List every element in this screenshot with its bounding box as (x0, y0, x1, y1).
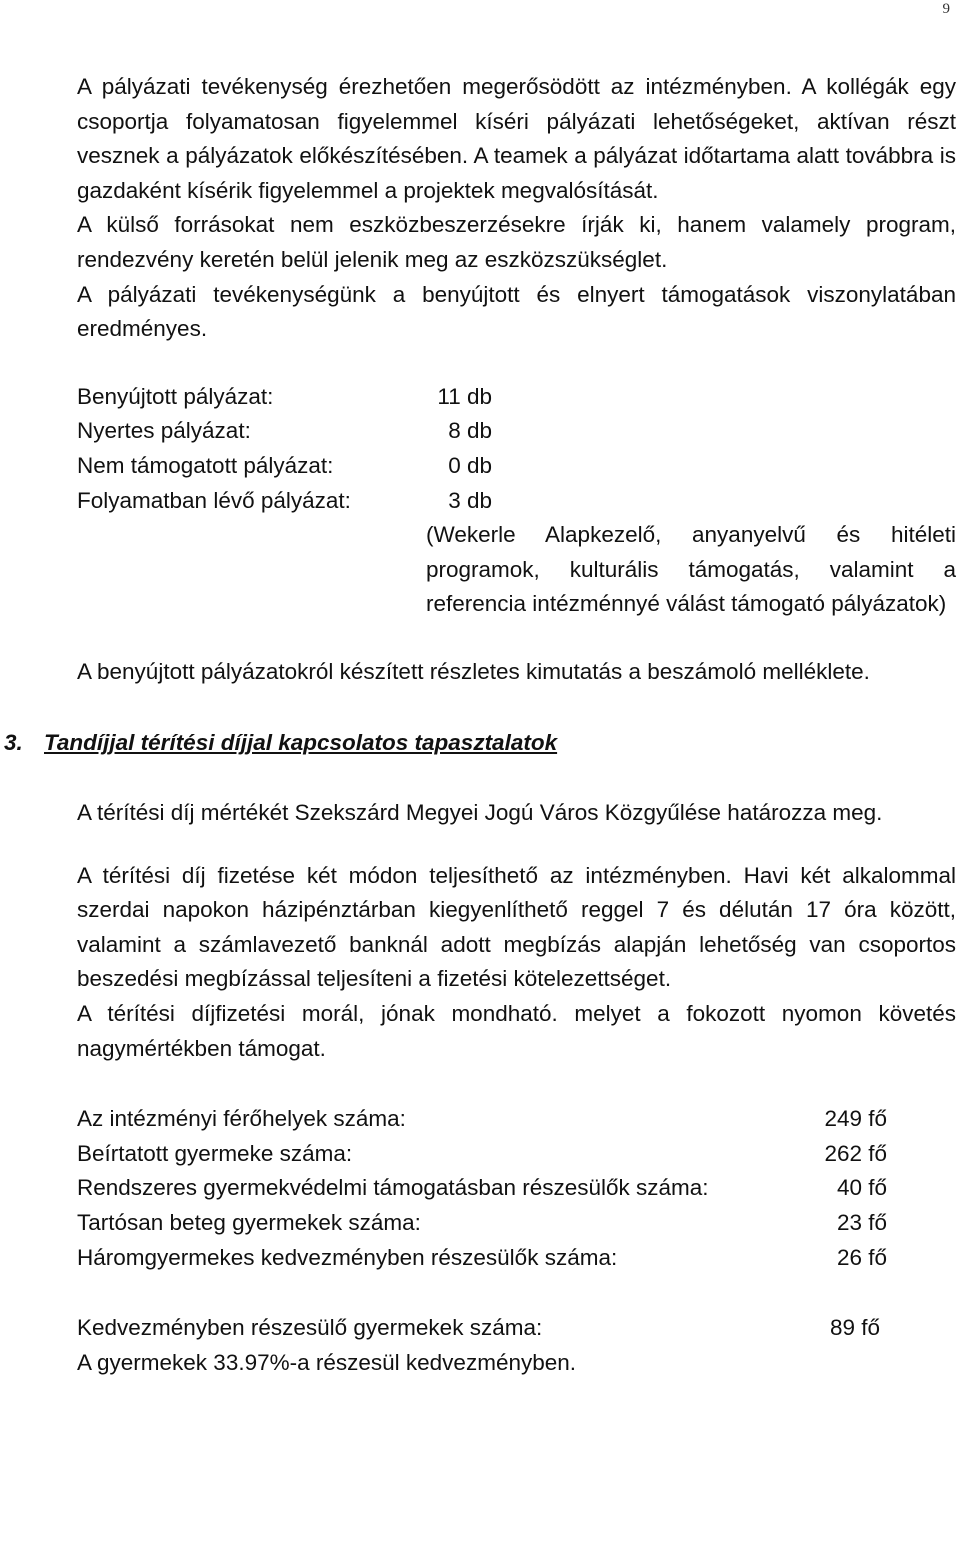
section-title: Tandíjjal térítési díjjal kapcsolatos tapasztalatok (44, 729, 558, 755)
discount-total-label: Kedvezményben részesülő gyermekek száma: (77, 1315, 543, 1341)
paragraph-applications-result: A pályázati tevékenységünk a benyújtott és elnyert támogatások viszonylatában eredményes. (77, 281, 956, 342)
stat-row (77, 1206, 887, 1241)
paragraph-fee-payment: A térítési díj fizetése két módon teljesíthető az intézményben. Havi két alkalommal szerdai napokon házipénztárban kiegyenlíthető reggel 7 és délután 17 óra között, valamint a számlavezető banknál adott megbízás alapján lehetőség van csoportos beszedési megbízással teljesíteni a fizetési kötelezettséget. (77, 862, 956, 992)
applications-detail: (Wekerle Alapkezelő, anyanyelvű és hitéleti programok, kulturális támogatás, valamint a referencia intézménnyé válást támogató pályázatok) (426, 522, 956, 617)
stat-row (77, 1102, 887, 1137)
stat-value: 40 fő (836, 1175, 887, 1201)
section-heading (2, 726, 956, 761)
paragraph-external-sources: A külső forrásokat nem eszközbeszerzésekre írják ki, hanem valamely program, rendezvény keretén belül jelenik meg az eszközszükséglet. (77, 212, 956, 272)
applications-row (77, 380, 956, 415)
stat-value: 249 fő (824, 1106, 887, 1132)
section-number: 3. (4, 729, 23, 755)
applications-row (77, 414, 956, 449)
stat-value: 262 fő (824, 1140, 887, 1166)
stat-label: Tartósan beteg gyermekek száma: (77, 1210, 421, 1236)
applications-label: Nem támogatott pályázat: (77, 452, 334, 478)
stat-value: 26 fő (836, 1244, 887, 1270)
stat-label: Az intézményi férőhelyek száma: (77, 1106, 406, 1132)
stat-label: Rendszeres gyermekvédelmi támogatásban részesülők száma: (77, 1175, 709, 1201)
stat-label: Beírtatott gyermeke száma: (77, 1140, 353, 1166)
discount-total-value: 89 fő (829, 1315, 880, 1341)
applications-label: Benyújtott pályázat: (77, 383, 274, 409)
applications-label: Nyertes pályázat: (77, 418, 251, 444)
stat-label: Háromgyermekes kedvezményben részesülők száma: (77, 1244, 618, 1270)
applications-row (77, 484, 956, 519)
applications-list (77, 380, 956, 622)
applications-value: 0 db (448, 452, 492, 478)
discount-percent: A gyermekek 33.97%-a részesül kedvezményben. (77, 1349, 577, 1375)
stat-row (77, 1241, 887, 1276)
applications-row (77, 449, 956, 484)
document-body (4, 70, 956, 1380)
stat-row (77, 1137, 887, 1172)
stat-row (77, 1171, 887, 1206)
applications-value: 8 db (448, 418, 492, 444)
applications-value: 3 db (448, 487, 492, 513)
paragraph-applications-intro: A pályázati tevékenység érezhetően megerősödött az intézményben. A kollégák egy csoportja folyamatosan figyelemmel kíséri pályázati lehetőségeket, aktívan részt vesznek a pályázatok előkészítésében. A teamek a pályázat időtartama alatt továbbra is gazdaként kísérik figyelemmel a projektek megvalósítását. (77, 74, 956, 203)
paragraph-fee-amount: A térítési díj mértékét Szekszárd Megyei Jogú Város Közgyűlése határozza meg. (77, 800, 883, 826)
stat-value: 23 fő (836, 1210, 887, 1236)
applications-value: 11 db (437, 383, 492, 409)
page-number: 9 (942, 1, 950, 17)
applications-label: Folyamatban lévő pályázat: (77, 487, 351, 513)
discount-summary (77, 1311, 880, 1380)
discount-total-row (77, 1311, 880, 1346)
paragraph-report-note: A benyújtott pályázatokról készített részletes kimutatás a beszámoló melléklete. (77, 658, 870, 684)
enrollment-stats (77, 1102, 887, 1275)
paragraph-fee-morale: A térítési díjfizetési morál, jónak mondható. melyet a fokozott nyomon követés nagymértékben támogat. (77, 1001, 956, 1061)
